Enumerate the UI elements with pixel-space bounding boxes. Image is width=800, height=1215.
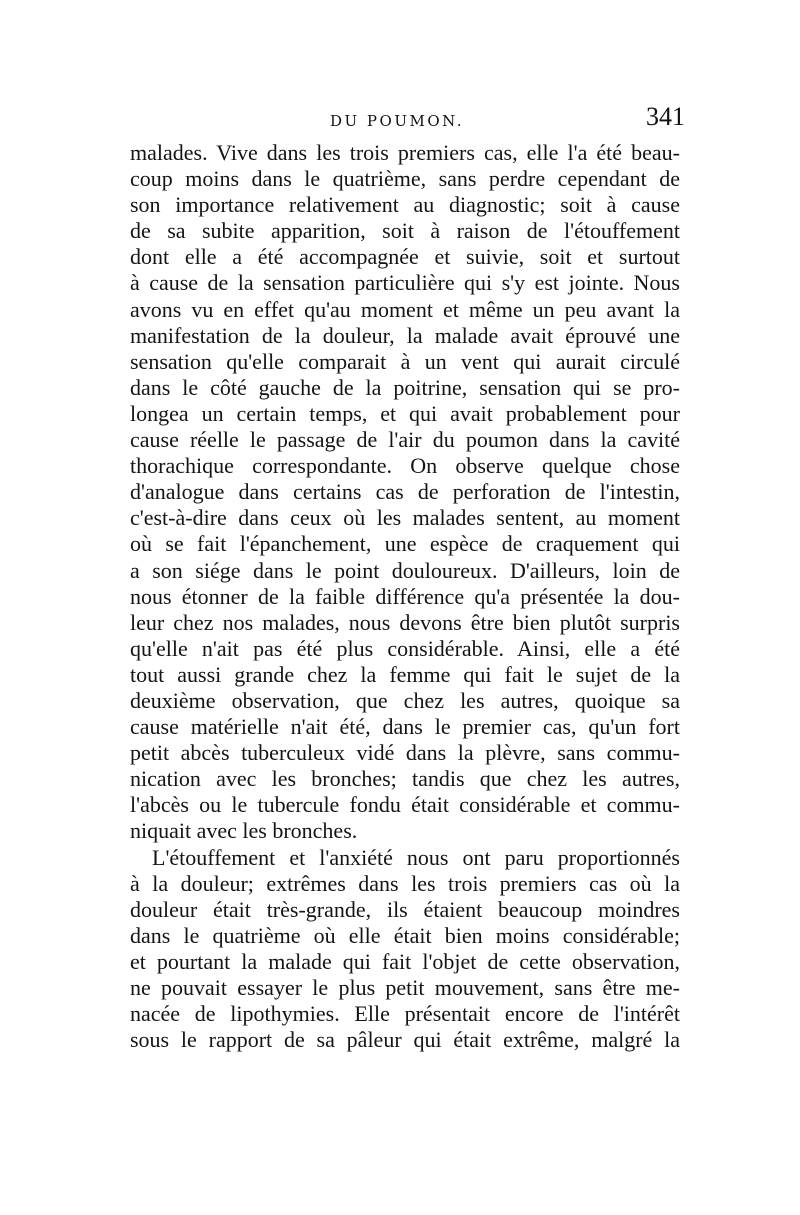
text-line: leur chez nos malades, nous devons être bien plutôt surpris [130, 609, 680, 635]
text-line: petit abcès tuberculeux vidé dans la plèvre, sans commu- [130, 740, 680, 766]
text-line: a son siége dans le point douloureux. D'ailleurs, loin de [130, 557, 680, 583]
text-line: sous le rapport de sa pâleur qui était extrême, malgré la [130, 1027, 680, 1053]
text-line: sensation qu'elle comparait à un vent qui aurait circulé [130, 348, 680, 374]
text-line: tout aussi grande chez la femme qui fait le sujet de la [130, 661, 680, 687]
text-line: c'est-à-dire dans ceux où les malades sentent, au moment [130, 505, 680, 531]
running-title: DU POUMON. [330, 112, 465, 130]
text-line: nous étonner de la faible différence qu'a présentée la dou- [130, 583, 680, 609]
text-line: cause matérielle n'ait été, dans le premier cas, qu'un fort [130, 714, 680, 740]
text-line: dans le quatrième où elle était bien moins considérable; [130, 922, 680, 948]
text-line: dans le côté gauche de la poitrine, sensation qui se pro- [130, 374, 680, 400]
text-line: coup moins dans le quatrième, sans perdre cependant de [130, 166, 680, 192]
text-line: où se fait l'épanchement, une espèce de craquement qui [130, 531, 680, 557]
text-line: avons vu en effet qu'au moment et même un peu avant la [130, 296, 680, 322]
running-head [130, 102, 685, 138]
text-line: douleur était très-grande, ils étaient beaucoup moindres [130, 896, 680, 922]
page-number: 341 [646, 102, 685, 131]
text-line: et pourtant la malade qui fait l'objet de cette observation, [130, 948, 680, 974]
text-line: d'analogue dans certains cas de perforation de l'intestin, [130, 479, 680, 505]
text-line: l'abcès ou le tubercule fondu était considérable et commu- [130, 792, 680, 818]
text-line: manifestation de la douleur, la malade avait éprouvé une [130, 322, 680, 348]
text-line: nication avec les bronches; tandis que chez les autres, [130, 766, 680, 792]
paragraph-first-line: L'étouffement et l'anxiété nous ont paru proportionnés [152, 844, 680, 870]
text-line: dont elle a été accompagnée et suivie, soit et surtout [130, 244, 680, 270]
text-line: deuxième observation, que chez les autres, quoique sa [130, 687, 680, 713]
text-line: de sa subite apparition, soit à raison de l'étouffement [130, 218, 680, 244]
text-line: thorachique correspondante. On observe quelque chose [130, 453, 680, 479]
text-line: qu'elle n'ait pas été plus considérable. Ainsi, elle a été [130, 635, 680, 661]
text-line: cause réelle le passage de l'air du poumon dans la cavité [130, 427, 680, 453]
paragraph-last-line: niquait avec les bronches. [130, 818, 358, 844]
text-line: à la douleur; extrêmes dans les trois premiers cas où la [130, 870, 680, 896]
text-line: son importance relativement au diagnostic; soit à cause [130, 192, 680, 218]
text-line: à cause de la sensation particulière qui s'y est jointe. Nous [130, 270, 680, 296]
text-line: malades. Vive dans les trois premiers cas, elle l'a été beau- [130, 140, 680, 165]
text-line: nacée de lipothymies. Elle présentait encore de l'intérêt [130, 1001, 680, 1027]
text-body [130, 140, 680, 1053]
text-line: longea un certain temps, et qui avait probablement pour [130, 400, 680, 426]
text-line: ne pouvait essayer le plus petit mouvement, sans être me- [130, 975, 680, 1000]
